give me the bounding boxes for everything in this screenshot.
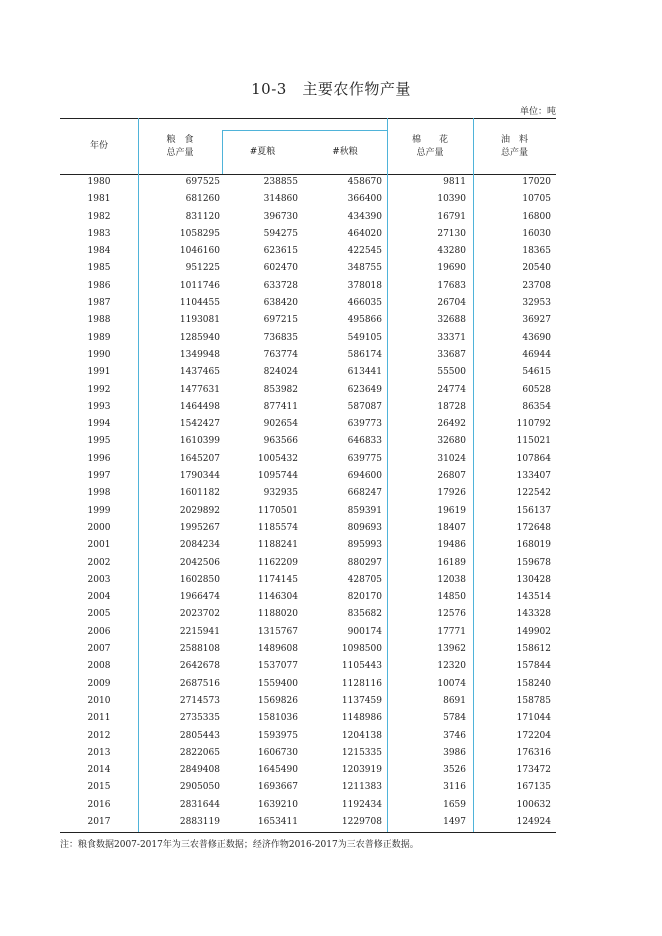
cell-year: 2011 <box>87 713 111 724</box>
cell-oil-total: 157844 <box>516 661 551 672</box>
cell-year: 2006 <box>87 626 111 637</box>
cell-oil-total: 158785 <box>516 695 551 706</box>
cell-oil-total: 20540 <box>522 263 551 274</box>
cell-oil-total: 36927 <box>522 315 551 326</box>
cell-autumn-grain: 466035 <box>347 298 382 309</box>
cell-grain-total: 2905050 <box>179 782 220 793</box>
cell-cotton-total: 16791 <box>437 211 466 222</box>
cell-autumn-grain: 880297 <box>347 557 382 568</box>
table-row <box>60 658 556 675</box>
cell-summer-grain: 853982 <box>263 384 298 395</box>
cell-summer-grain: 594275 <box>263 228 298 239</box>
cell-oil-total: 130428 <box>516 574 551 585</box>
cell-grain-total: 1058295 <box>179 228 220 239</box>
table-row <box>60 399 556 416</box>
cell-summer-grain: 1146304 <box>257 592 298 603</box>
cell-cotton-total: 26807 <box>437 471 466 482</box>
cell-summer-grain: 1162209 <box>257 557 298 568</box>
cell-year: 2002 <box>87 557 111 568</box>
cell-grain-total: 697525 <box>185 177 220 187</box>
cell-grain-total: 1437465 <box>179 367 220 378</box>
cell-year: 1994 <box>87 419 111 430</box>
cell-autumn-grain: 1192434 <box>341 799 382 810</box>
cell-autumn-grain: 623649 <box>347 384 382 395</box>
cell-summer-grain: 902654 <box>263 419 298 430</box>
cell-cotton-total: 3746 <box>443 730 466 741</box>
cell-grain-total: 2029892 <box>179 505 220 516</box>
cell-autumn-grain: 587087 <box>347 401 382 412</box>
cell-cotton-total: 3116 <box>443 782 466 793</box>
cell-oil-total: 43690 <box>522 332 551 343</box>
cell-summer-grain: 877411 <box>263 401 298 412</box>
cell-autumn-grain: 586174 <box>347 349 382 360</box>
cell-summer-grain: 1185574 <box>257 522 298 533</box>
header-grain-line2: 总产量 <box>166 148 194 158</box>
cell-autumn-grain: 1203919 <box>341 765 382 776</box>
table-row <box>60 260 556 277</box>
cell-cotton-total: 27130 <box>437 228 466 239</box>
cell-oil-total: 10705 <box>522 194 551 205</box>
table-row <box>60 572 556 589</box>
cell-grain-total: 2849408 <box>179 765 220 776</box>
cell-year: 1984 <box>87 246 111 257</box>
table-row <box>60 312 556 329</box>
cell-autumn-grain: 1148986 <box>341 713 382 724</box>
header-cotton-line2: 总产量 <box>416 148 444 158</box>
cell-cotton-total: 32680 <box>437 436 466 447</box>
cell-cotton-total: 31024 <box>437 453 466 464</box>
cell-summer-grain: 602470 <box>263 263 298 274</box>
header-grain <box>138 134 222 160</box>
cell-cotton-total: 12038 <box>437 574 466 585</box>
cell-summer-grain: 1537077 <box>257 661 298 672</box>
cell-year: 2007 <box>87 644 111 655</box>
table-row <box>60 728 556 745</box>
cell-oil-total: 149902 <box>516 626 551 637</box>
cell-year: 1998 <box>87 488 111 499</box>
cell-oil-total: 133407 <box>516 471 551 482</box>
cell-grain-total: 2883119 <box>179 816 220 827</box>
cell-oil-total: 54615 <box>522 367 551 378</box>
cell-year: 1982 <box>87 211 111 222</box>
cell-year: 1990 <box>87 349 111 360</box>
cell-autumn-grain: 1229708 <box>341 816 382 827</box>
table-row <box>60 555 556 572</box>
cell-oil-total: 173472 <box>516 765 551 776</box>
cell-cotton-total: 19690 <box>437 263 466 274</box>
cell-cotton-total: 43280 <box>437 246 466 257</box>
cell-year: 2012 <box>87 730 111 741</box>
cell-year: 1992 <box>87 384 111 395</box>
cell-autumn-grain: 1211383 <box>341 782 382 793</box>
cell-year: 2004 <box>87 592 111 603</box>
cell-oil-total: 124924 <box>516 816 551 827</box>
cell-summer-grain: 736835 <box>263 332 298 343</box>
cell-year: 1996 <box>87 453 111 464</box>
header-autumn: #秋粮 <box>332 147 358 157</box>
cell-cotton-total: 9811 <box>443 177 466 187</box>
cell-year: 1987 <box>87 298 111 309</box>
cell-year: 2013 <box>87 747 111 758</box>
cell-cotton-total: 1659 <box>443 799 466 810</box>
cell-summer-grain: 314860 <box>263 194 298 205</box>
header-oil <box>473 134 556 160</box>
cell-summer-grain: 1170501 <box>257 505 298 516</box>
cell-cotton-total: 12576 <box>437 609 466 620</box>
table-row <box>60 468 556 485</box>
cell-cotton-total: 13962 <box>437 644 466 655</box>
cell-autumn-grain: 458670 <box>347 177 382 187</box>
header-cotton-line1: 棉 花 <box>411 135 448 145</box>
cell-oil-total: 158240 <box>516 678 551 689</box>
cell-cotton-total: 33371 <box>437 332 466 343</box>
cell-autumn-grain: 639775 <box>347 453 382 464</box>
cell-cotton-total: 26704 <box>437 298 466 309</box>
cell-autumn-grain: 549105 <box>347 332 382 343</box>
cell-cotton-total: 3526 <box>443 765 466 776</box>
cell-autumn-grain: 859391 <box>347 505 382 516</box>
table-row <box>60 676 556 693</box>
cell-oil-total: 122542 <box>516 488 551 499</box>
table-row <box>60 641 556 658</box>
footnote: 注：粮食数据2007-2017年为三农普修正数据；经济作物2016-2017为三农普修正数据。 <box>60 840 419 850</box>
cell-grain-total: 681260 <box>185 194 220 205</box>
cell-oil-total: 23708 <box>522 280 551 291</box>
table-row <box>60 330 556 347</box>
table-row <box>60 503 556 520</box>
cell-cotton-total: 26492 <box>437 419 466 430</box>
cell-grain-total: 831120 <box>185 211 220 222</box>
cell-cotton-total: 1497 <box>443 816 466 827</box>
table-row <box>60 278 556 295</box>
cell-autumn-grain: 495866 <box>347 315 382 326</box>
cell-autumn-grain: 1128116 <box>341 678 382 689</box>
header-summer: #夏粮 <box>249 147 276 157</box>
cell-oil-total: 171044 <box>516 713 551 724</box>
cell-grain-total: 2023702 <box>179 609 220 620</box>
cell-cotton-total: 12320 <box>437 661 466 672</box>
table-row <box>60 520 556 537</box>
cell-grain-total: 1011746 <box>179 280 220 291</box>
page-title: 10-3 主要农作物产量 <box>251 80 411 98</box>
cell-oil-total: 172648 <box>516 522 551 533</box>
cell-grain-total: 2687516 <box>179 678 220 689</box>
table-row <box>60 606 556 623</box>
unit-label: 单位：吨 <box>519 107 556 117</box>
cell-summer-grain: 763774 <box>263 349 298 360</box>
cell-year: 2009 <box>87 678 111 689</box>
cell-year: 1981 <box>87 194 111 205</box>
cell-oil-total: 167135 <box>516 782 551 793</box>
cell-cotton-total: 32688 <box>437 315 466 326</box>
table-row <box>60 191 556 208</box>
cell-oil-total: 159678 <box>516 557 551 568</box>
cell-year: 2000 <box>87 522 111 533</box>
cell-summer-grain: 932935 <box>263 488 298 499</box>
table-row <box>60 537 556 554</box>
cell-autumn-grain: 1098500 <box>341 644 382 655</box>
cell-year: 1991 <box>87 367 111 378</box>
cell-summer-grain: 1645490 <box>257 765 298 776</box>
cell-summer-grain: 638420 <box>263 298 298 309</box>
cell-year: 1986 <box>87 280 111 291</box>
grain-subheader-rule <box>222 130 387 131</box>
cell-oil-total: 60528 <box>522 384 551 395</box>
cell-oil-total: 115021 <box>516 436 551 447</box>
cell-year: 1993 <box>87 401 111 412</box>
cell-autumn-grain: 835682 <box>347 609 382 620</box>
cell-summer-grain: 1188241 <box>257 540 298 551</box>
cell-summer-grain: 623615 <box>263 246 298 257</box>
cell-cotton-total: 10074 <box>437 678 466 689</box>
cell-cotton-total: 16189 <box>437 557 466 568</box>
cell-autumn-grain: 1215335 <box>341 747 382 758</box>
cell-autumn-grain: 809693 <box>347 522 382 533</box>
cell-cotton-total: 3986 <box>443 747 466 758</box>
cell-autumn-grain: 900174 <box>347 626 382 637</box>
table-body <box>60 174 556 831</box>
cell-summer-grain: 1005432 <box>257 453 298 464</box>
cell-autumn-grain: 1105443 <box>341 661 382 672</box>
cell-grain-total: 1193081 <box>179 315 220 326</box>
cell-grain-total: 2714573 <box>179 695 220 706</box>
table-row <box>60 364 556 381</box>
cell-cotton-total: 19619 <box>437 505 466 516</box>
cell-oil-total: 46944 <box>522 349 551 360</box>
cell-autumn-grain: 820170 <box>347 592 382 603</box>
cell-year: 2017 <box>87 816 111 827</box>
cell-oil-total: 100632 <box>516 799 551 810</box>
cell-grain-total: 1477631 <box>179 384 220 395</box>
cell-year: 2003 <box>87 574 111 585</box>
cell-oil-total: 16800 <box>522 211 551 222</box>
header-cotton <box>387 134 473 160</box>
cell-autumn-grain: 639773 <box>347 419 382 430</box>
cell-cotton-total: 33687 <box>437 349 466 360</box>
table-row <box>60 451 556 468</box>
cell-grain-total: 2822065 <box>179 747 220 758</box>
cell-oil-total: 176316 <box>516 747 551 758</box>
cell-autumn-grain: 1204138 <box>341 730 382 741</box>
cell-summer-grain: 824024 <box>263 367 298 378</box>
cell-summer-grain: 633728 <box>263 280 298 291</box>
header-oil-line1: 油 料 <box>500 135 528 145</box>
header-year: 年份 <box>89 141 108 151</box>
cell-autumn-grain: 378018 <box>347 280 382 291</box>
table-row <box>60 693 556 710</box>
cell-autumn-grain: 434390 <box>347 211 382 222</box>
cell-grain-total: 2042506 <box>179 557 220 568</box>
cell-grain-total: 1349948 <box>179 349 220 360</box>
cell-cotton-total: 18407 <box>437 522 466 533</box>
cell-year: 1985 <box>87 263 111 274</box>
cell-autumn-grain: 428705 <box>347 574 382 585</box>
cell-grain-total: 1046160 <box>179 246 220 257</box>
cell-autumn-grain: 464020 <box>347 228 382 239</box>
cell-year: 1983 <box>87 228 111 239</box>
cell-cotton-total: 19486 <box>437 540 466 551</box>
cell-grain-total: 1645207 <box>179 453 220 464</box>
cell-summer-grain: 238855 <box>263 177 298 187</box>
cell-grain-total: 1104455 <box>179 298 220 309</box>
cell-autumn-grain: 694600 <box>347 471 382 482</box>
cell-cotton-total: 24774 <box>437 384 466 395</box>
table-row <box>60 433 556 450</box>
cell-oil-total: 168019 <box>516 540 551 551</box>
cell-year: 1995 <box>87 436 111 447</box>
cell-oil-total: 156137 <box>516 505 551 516</box>
table-row <box>60 589 556 606</box>
cell-oil-total: 18365 <box>522 246 551 257</box>
cell-grain-total: 2084234 <box>179 540 220 551</box>
cell-oil-total: 143514 <box>516 592 551 603</box>
cell-oil-total: 17020 <box>522 177 551 187</box>
cell-summer-grain: 1606730 <box>257 747 298 758</box>
cell-cotton-total: 10390 <box>437 194 466 205</box>
table-row <box>60 209 556 226</box>
cell-grain-total: 1966474 <box>179 592 220 603</box>
cell-summer-grain: 1489608 <box>257 644 298 655</box>
cell-cotton-total: 14850 <box>437 592 466 603</box>
cell-cotton-total: 18728 <box>437 401 466 412</box>
cell-grain-total: 1995267 <box>179 522 220 533</box>
table-row <box>60 779 556 796</box>
cell-summer-grain: 1693667 <box>257 782 298 793</box>
cell-grain-total: 2805443 <box>179 730 220 741</box>
cell-autumn-grain: 366400 <box>347 194 382 205</box>
cell-summer-grain: 1559400 <box>257 678 298 689</box>
cell-summer-grain: 1581036 <box>257 713 298 724</box>
table-row <box>60 745 556 762</box>
table-row <box>60 347 556 364</box>
cell-summer-grain: 1095744 <box>257 471 298 482</box>
table-row <box>60 174 556 191</box>
cell-grain-total: 1602850 <box>179 574 220 585</box>
cell-year: 2015 <box>87 782 111 793</box>
cell-autumn-grain: 895993 <box>347 540 382 551</box>
cell-summer-grain: 1315767 <box>257 626 298 637</box>
cell-year: 1989 <box>87 332 111 343</box>
cell-year: 2001 <box>87 540 111 551</box>
cell-grain-total: 951225 <box>185 263 220 274</box>
cell-grain-total: 1464498 <box>179 401 220 412</box>
cell-cotton-total: 17926 <box>437 488 466 499</box>
cell-grain-total: 1790344 <box>179 471 220 482</box>
cell-oil-total: 158612 <box>516 644 551 655</box>
table-row <box>60 243 556 260</box>
table-row <box>60 226 556 243</box>
table-row <box>60 416 556 433</box>
cell-year: 2014 <box>87 765 111 776</box>
cell-autumn-grain: 348755 <box>347 263 382 274</box>
cell-oil-total: 143328 <box>516 609 551 620</box>
cell-oil-total: 86354 <box>522 401 551 412</box>
cell-year: 2016 <box>87 799 111 810</box>
cell-year: 2005 <box>87 609 111 620</box>
table-row <box>60 814 556 831</box>
cell-summer-grain: 1653411 <box>257 816 298 827</box>
cell-autumn-grain: 422545 <box>347 246 382 257</box>
cell-grain-total: 2642678 <box>179 661 220 672</box>
table-bottom-rule <box>60 832 556 833</box>
cell-year: 1988 <box>87 315 111 326</box>
table-row <box>60 624 556 641</box>
cell-autumn-grain: 1137459 <box>341 695 382 706</box>
cell-cotton-total: 5784 <box>443 713 466 724</box>
cell-summer-grain: 1569826 <box>257 695 298 706</box>
header-oil-line2: 总产量 <box>500 148 528 158</box>
cell-grain-total: 1285940 <box>179 332 220 343</box>
table-top-rule <box>60 118 556 119</box>
cell-grain-total: 1542427 <box>179 419 220 430</box>
table-row <box>60 710 556 727</box>
table-row <box>60 797 556 814</box>
header-grain-line1: 粮 食 <box>166 135 194 145</box>
cell-oil-total: 16030 <box>522 228 551 239</box>
cell-year: 1997 <box>87 471 111 482</box>
cell-summer-grain: 1174145 <box>257 574 298 585</box>
cell-summer-grain: 963566 <box>263 436 298 447</box>
table-row <box>60 295 556 312</box>
cell-oil-total: 172204 <box>516 730 551 741</box>
cell-grain-total: 2588108 <box>179 644 220 655</box>
cell-autumn-grain: 613441 <box>347 367 382 378</box>
cell-oil-total: 32953 <box>522 298 551 309</box>
cell-cotton-total: 17771 <box>437 626 466 637</box>
cell-summer-grain: 1593975 <box>257 730 298 741</box>
cell-grain-total: 1601182 <box>179 488 220 499</box>
cell-summer-grain: 697215 <box>263 315 298 326</box>
cell-year: 2008 <box>87 661 111 672</box>
cell-oil-total: 107864 <box>516 453 551 464</box>
cell-grain-total: 2215941 <box>179 626 220 637</box>
cell-cotton-total: 8691 <box>443 695 466 706</box>
cell-grain-total: 1610399 <box>179 436 220 447</box>
cell-cotton-total: 17683 <box>437 280 466 291</box>
cell-autumn-grain: 668247 <box>347 488 382 499</box>
table-row <box>60 485 556 502</box>
cell-cotton-total: 55500 <box>437 367 466 378</box>
cell-summer-grain: 1639210 <box>257 799 298 810</box>
cell-year: 2010 <box>87 695 111 706</box>
cell-autumn-grain: 646833 <box>347 436 382 447</box>
cell-oil-total: 110792 <box>516 419 551 430</box>
cell-summer-grain: 1188020 <box>257 609 298 620</box>
cell-summer-grain: 396730 <box>263 211 298 222</box>
cell-grain-total: 2735335 <box>179 713 220 724</box>
cell-grain-total: 2831644 <box>179 799 220 810</box>
table-row <box>60 762 556 779</box>
table-row <box>60 382 556 399</box>
cell-year: 1980 <box>87 177 111 187</box>
cell-year: 1999 <box>87 505 111 516</box>
